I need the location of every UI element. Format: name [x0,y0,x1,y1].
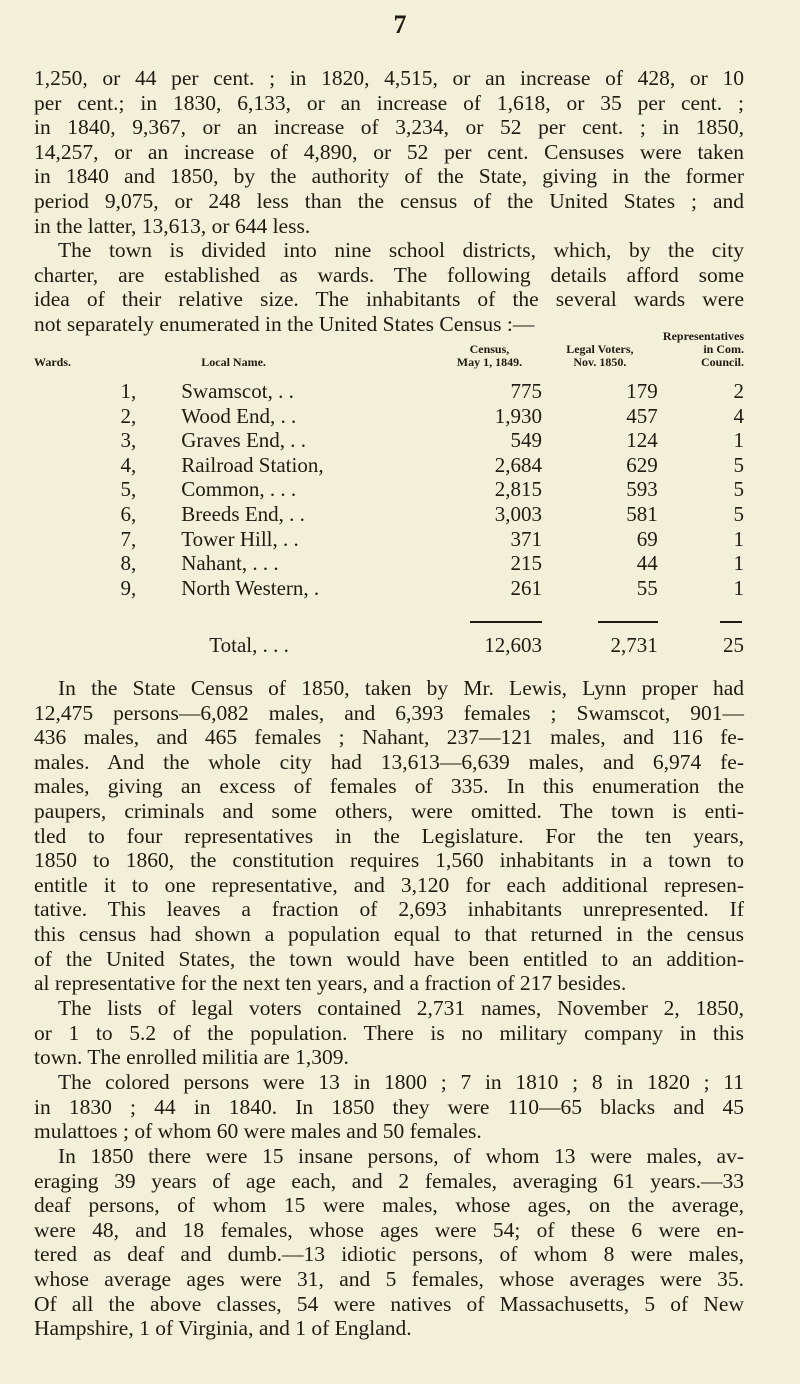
text-line: 14,257, or an increase of 4,890, or 52 per cent. Censuses were taken [34,139,744,164]
cell-voters: 581 [626,501,658,526]
text-line: town. The enrolled militia are 1,309. [34,1045,349,1070]
cell-name: Breeds End, . . [181,501,305,526]
text-line: this census had shown a population equal to that returned in the census [34,921,744,946]
text-line: in 1830 ; 44 in 1840. In 1850 they were 110—65 blacks and 45 [34,1094,744,1119]
table-row [34,527,744,552]
page-number: 7 [393,10,407,39]
text-line: 1,250, or 44 per cent. ; in 1820, 4,515, or an increase of 428, or 10 [34,66,744,90]
text-line: deaf persons, of whom 15 were males, whose ages, on the average, [34,1193,744,1218]
table-row [34,379,744,404]
cell-reps: 5 [733,452,744,477]
text-line: In 1850 there were 15 insane persons, of whom 13 were males, av- [58,1144,744,1168]
cell-census: 371 [510,526,543,551]
cell-voters: 593 [626,477,658,502]
header-census-line1: Census, [469,342,510,356]
cell-voters: 179 [626,379,658,403]
total-label: Total, . . . [209,633,289,658]
text-line: The colored persons were 13 in 1800 ; 7 in 1810 ; 8 in 1820 ; 11 [58,1070,744,1094]
text-line: in 1840 and 1850, by the authority of the State, giving in the former [34,164,744,189]
text-line: The town is divided into nine school districts, which, by the city [58,238,744,262]
cell-census: 3,003 [494,501,543,526]
text-line: in 1840, 9,367, or an increase of 3,234, or 52 per cent. ; in 1850, [34,115,744,140]
cell-census: 1,930 [494,403,543,428]
paragraph-colored-persons [34,1070,744,1144]
cell-reps: 1 [733,428,744,453]
text-line: In the State Census of 1850, taken by Mr. Lewis, Lynn proper had [58,676,744,700]
cell-ward: 3, [120,428,137,453]
cell-reps: 2 [733,379,744,403]
text-line: were 48, and 18 females, whose ages were 54; of these 6 were en- [34,1217,744,1242]
cell-reps: 1 [733,575,744,600]
text-line: per cent.; in 1830, 6,133, or an increase of 1,618, or 35 per cent. ; [34,90,744,115]
text-line: Hampshire, 1 of Virginia, and 1 of England. [34,1316,412,1341]
cell-reps: 5 [733,501,744,526]
cell-name: Railroad Station, [181,452,324,477]
text-line: entitle it to one representative, and 3,120 for each additional represen- [34,872,744,897]
cell-census: 215 [510,551,543,576]
cell-voters: 629 [626,452,658,477]
text-line: of the United States, the town would have been entitled to an addition- [34,946,744,971]
wards-table [34,330,744,662]
cell-name: Common, . . . [181,477,297,502]
table-row [34,477,744,502]
header-wards: Wards. [34,355,72,369]
header-census-line2: May 1, 1849. [456,355,523,369]
text-line: in the latter, 13,613, or 644 less. [34,213,311,238]
cell-reps: 1 [733,526,744,551]
cell-ward: 9, [120,575,137,600]
text-line: tative. This leaves a fraction of 2,693 inhabitants unrepresented. If [34,897,744,922]
cell-ward: 6, [120,501,137,526]
total-rule [34,600,744,628]
table-row [34,453,744,478]
header-reps-line2: in Com. Council. [700,342,744,369]
text-line: mulattoes ; of whom 60 were males and 50 females. [34,1119,482,1144]
table-header-row [34,330,744,369]
text-line: idea of their relative size. The inhabitants of the several wards were [34,287,744,312]
cell-reps: 5 [733,477,744,502]
text-line: 1850 to 1860, the constitution requires 1,560 inhabitants in a town to [34,848,744,873]
header-local-name: Local Name. [201,355,266,369]
paragraph-insane-deaf [34,1144,744,1341]
paragraph-legal-voters [34,996,744,1070]
cell-name: Graves End, . . [181,428,307,453]
cell-ward: 4, [120,452,137,477]
text-line: tered as deaf and dumb.—13 idiotic persons, of whom 8 were males, [34,1242,744,1267]
cell-name: Nahant, . . . [181,551,279,576]
cell-voters: 69 [636,526,658,551]
cell-voters: 457 [626,403,658,428]
table-row [34,576,744,601]
cell-voters: 44 [636,551,658,576]
text-line: 436 males, and 465 females ; Nahant, 237—121 males, and 116 fe- [34,725,744,750]
cell-census: 261 [510,575,543,600]
cell-name: Swamscot, . . [181,379,294,403]
cell-census: 549 [510,428,543,453]
table-row [34,502,744,527]
cell-voters: 55 [636,575,658,600]
header-voters-line1: Legal Voters, [566,342,634,356]
cell-ward: 2, [120,403,137,428]
text-line: whose average ages were 31, and 5 females, whose averages were 35. [34,1266,744,1291]
table-row [34,428,744,453]
text-line: males, giving an excess of females of 335. In this enumeration the [34,774,744,799]
text-line: 12,475 persons—6,082 males, and 6,393 females ; Swamscot, 901— [34,700,744,725]
paragraph-population-growth [34,66,744,238]
header-voters-line2: Nov. 1850. [573,355,627,369]
text-line: The lists of legal voters contained 2,731 names, November 2, 1850, [58,996,744,1020]
table-row [34,404,744,429]
header-census [437,330,542,369]
text-line: Of all the above classes, 54 were natives of Massachusetts, 5 of New [34,1291,744,1316]
text-line: or 1 to 5.2 of the population. There is no military company in this [34,1020,744,1045]
total-row [34,628,744,662]
text-line: al representative for the next ten years, and a fraction of 217 besides. [34,971,627,996]
total-reps: 25 [723,633,744,658]
cell-voters: 124 [626,428,658,453]
cell-name: Wood End, . . [181,403,297,428]
header-legal-voters [542,330,658,369]
text-line: eraging 39 years of age each, and 2 females, averaging 61 years.—33 [34,1168,744,1193]
cell-census: 2,684 [494,452,543,477]
header-reps-line1: Representatives [662,329,744,343]
cell-census: 775 [510,379,543,403]
text-line: charter, are established as wards. The following details afford some [34,262,744,287]
text-line: not separately enumerated in the United States Census :— [34,311,535,336]
total-census: 12,603 [484,633,543,658]
table-row [34,551,744,576]
total-voters: 2,731 [610,633,658,658]
cell-census: 2,815 [494,477,543,502]
text-line: period 9,075, or 248 less than the census of the United States ; and [34,188,744,213]
cell-ward: 1, [120,379,137,403]
paragraph-school-districts [34,238,744,336]
cell-reps: 4 [733,403,744,428]
cell-ward: 5, [120,477,137,502]
cell-ward: 8, [120,551,137,576]
text-line: paupers, criminals and some others, were omitted. The town is enti- [34,798,744,823]
cell-name: North Western, . [181,575,320,600]
cell-name: Tower Hill, . . [181,526,299,551]
text-line: males. And the whole city had 13,613—6,639 males, and 6,974 fe- [34,749,744,774]
header-representatives [658,330,744,369]
paragraph-state-census [34,676,744,996]
cell-ward: 7, [120,526,137,551]
cell-reps: 1 [733,551,744,576]
text-line: tled to four representatives in the Legislature. For the ten years, [34,823,744,848]
